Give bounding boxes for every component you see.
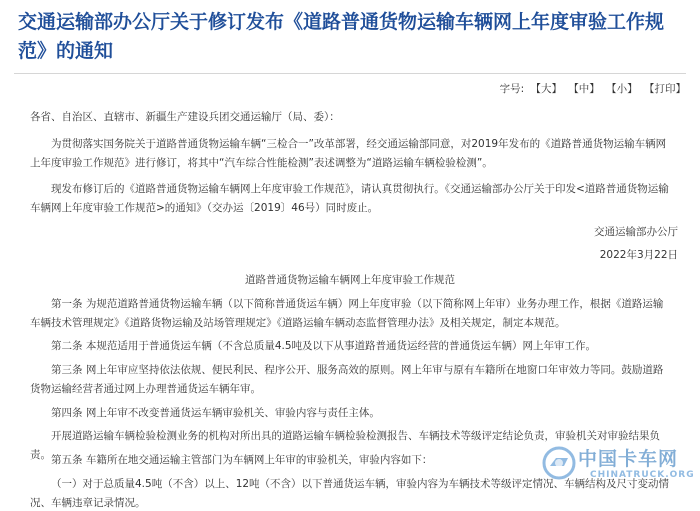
- salutation: 各省、自治区、直辖市、新疆生产建设兵团交通运输厅（局、委）：: [30, 111, 340, 123]
- article-5: 第五条 车籍所在地交通运输主管部门为车辆网上年审的审验机关，审验内容如下：: [51, 454, 433, 466]
- font-small-link[interactable]: 【小】: [606, 83, 638, 95]
- watermark: [542, 440, 695, 488]
- article-2: 第二条 本规范适用于普通货运车辆（不含总质量4.5吨及以下从事道路普通货运经营的普通货运车辆）网上年审工作。: [51, 340, 597, 352]
- signer: 交通运输部办公厅: [594, 226, 678, 238]
- article-4: 第四条 网上年审不改变普通货运车辆审验机关、审验内容与责任主体。: [51, 407, 380, 419]
- notice-paragraph-2: 现发布修订后的《道路普通货物运输车辆网上年度审验工作规范》，请认真贯彻执行。《交通运输部办公厅关于印发<道路普通货物运输车辆网上年度审验工作规范>的通知》（交办运〔2019〕46号）同时废止。: [30, 183, 669, 214]
- print-link[interactable]: 【打印】: [644, 83, 686, 95]
- font-medium-link[interactable]: 【中】: [568, 83, 600, 95]
- article-4-paragraph: 开展道路运输车辆检验检测业务的机构对所出具的道路运输车辆检验检测报告、车辆技术等级评定结论负责，审验机关对审验结果负责。: [30, 430, 660, 461]
- notice-paragraph-1: 为贯彻落实国务院关于道路普通货物运输车辆“三检合一”改革部署，经交通运输部同意，对2019年发布的《道路普通货物运输车辆网上年度审验工作规范》进行修订，将其中“汽车综合性能检测”表述调整为“道路运输车辆检验检测”。: [30, 138, 667, 169]
- font-size-bar: [497, 81, 686, 96]
- article-5-item-1: （一）对于总质量4.5吨（不含）以上、12吨（不含）以下普通货运车辆，审验内容为车辆技术等级评定情况、车辆结构及尺寸变动情况、车辆违章记录情况。: [30, 478, 670, 509]
- watermark-sub: CHINATRUCK.ORG: [590, 470, 695, 480]
- watermark-text: 中国卡车网: [578, 448, 679, 470]
- font-large-link[interactable]: 【大】: [530, 83, 562, 95]
- font-size-label: 字号:: [499, 83, 525, 95]
- article-1: 第一条 为规范道路普通货物运输车辆（以下简称普通货运车辆）网上年度审验（以下简称网上年审）业务办理工作，根据《道路运输车辆技术管理规定》《道路货物运输及站场管理规定》《道路运输车辆动态监督管理办法》及相关规定，制定本规范。: [30, 298, 664, 329]
- title-divider: [14, 73, 686, 74]
- date: 2022年3月22日: [599, 249, 678, 261]
- article-3: 第三条 网上年审应坚持依法依规、便民利民、程序公开、服务高效的原则。网上年审与原有车籍所在地窗口年审效力等同。鼓励道路货物运输经营者通过网上办理普通货运车辆年审。: [30, 364, 664, 395]
- truck-logo-icon: [542, 446, 576, 480]
- notice-title: 交通运输部办公厅关于修订发布《道路普通货物运输车辆网上年度审验工作规范》的通知: [18, 11, 665, 62]
- regulation-title: 道路普通货物运输车辆网上年度审验工作规范: [245, 274, 455, 286]
